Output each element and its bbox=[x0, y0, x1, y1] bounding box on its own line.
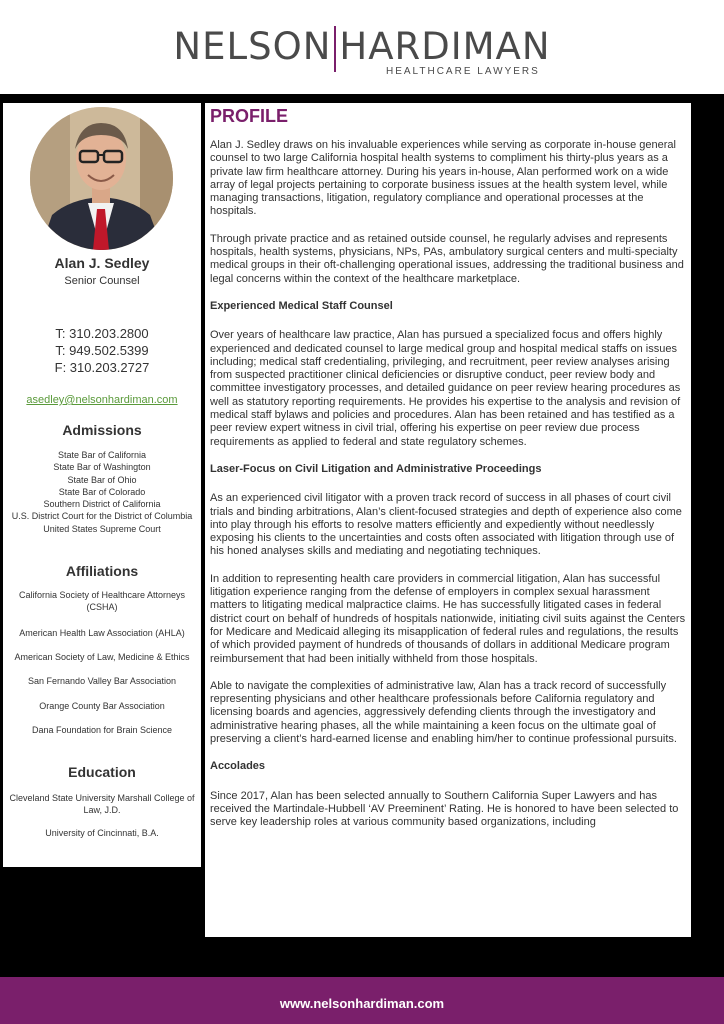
profile-body bbox=[210, 139, 686, 843]
body-paragraph: Over years of healthcare law practice, Alan has pursued a specialized focus and offers highly experienced and dedicated counsel to large medical group and hospital medical staffs on issues including; medical staff credentialing, privileging, and recruitment, peer review analyses arising from suspected practitioner clinical deficiencies or disruptive conduct, peer review body and committee investigatory processes, and detailed guidance on peer review hearing procedures as well as statutory reporting requirements. He provides his expertise to the analysis and revision of medical staff bylaws and policies and procedures. Alan has been retained and has testified as a peer review expert witness in civil trial, offering his expertise on peer review due process requirements as applied to federal and state regulatory schemes. bbox=[210, 329, 681, 448]
profile-sidebar bbox=[3, 103, 201, 867]
email-link[interactable]: asedley@nelsonhardiman.com bbox=[26, 394, 178, 406]
section-heading: Laser-Focus on Civil Litigation and Administrative Proceedings bbox=[210, 462, 542, 475]
education-heading: Education bbox=[68, 764, 136, 780]
affiliation-item: San Fernando Valley Bar Association bbox=[28, 676, 176, 686]
education-item: Cleveland State University Marshall College of Law, J.D. bbox=[9, 793, 195, 815]
admission-item: Southern District of California bbox=[43, 499, 161, 510]
admission-item: State Bar of California bbox=[57, 450, 147, 460]
affiliation-item: American Society of Law, Medicine & Ethics bbox=[14, 652, 190, 662]
admission-item: United States Supreme Court bbox=[43, 523, 161, 534]
admissions-list bbox=[3, 449, 201, 535]
website-link[interactable]: www.nelsonhardiman.com bbox=[279, 996, 445, 1011]
admissions-heading: Admissions bbox=[62, 422, 142, 438]
admission-item: U.S. District Court for the District of Columbia bbox=[11, 511, 193, 522]
body-paragraph: Through private practice and as retained outside counsel, he regularly advises and represents hospitals, health systems, physicians, NPs, PAs, ambulatory surgical centers and multi-specialty medical groups in their oft-challenging operational issues, addressing the traditional business and legal concerns within the context of the healthcare marketplace. bbox=[210, 232, 684, 285]
affiliation-item: American Health Law Association (AHLA) bbox=[19, 628, 185, 638]
page-header bbox=[0, 0, 724, 94]
page-footer bbox=[0, 977, 724, 1024]
logo-left-text: NELSON bbox=[173, 25, 332, 68]
section-heading: Accolades bbox=[210, 760, 266, 773]
body-paragraph: Alan J. Sedley draws on his invaluable experiences while serving as corporate in-house general counsel to two large California hospital health systems to compliment his thirty-plus years as a private law firm healthcare attorney. During his years in-house, Alan performed work on a wide array of legal projects pertaining to corporate business issues at the health system level, while managing transactions, litigation, regulatory compliance and operational processes at the hospitals. bbox=[210, 139, 676, 218]
education-item: University of Cincinnati, B.A. bbox=[45, 828, 159, 838]
affiliation-item: California Society of Healthcare Attorneys (CSHA) bbox=[18, 590, 186, 612]
contact-phones bbox=[3, 325, 201, 376]
admission-item: State Bar of Colorado bbox=[58, 486, 146, 497]
admission-item: State Bar of Ohio bbox=[67, 474, 137, 485]
attorney-photo bbox=[30, 107, 173, 250]
section-heading: Experienced Medical Staff Counsel bbox=[210, 299, 393, 312]
body-paragraph: Able to navigate the complexities of administrative law, Alan has a track record of successfully representing physicians and other healthcare professionals before California regulatory and licensing boards and agencies, aggressively defending clients through the investigatory and administrative hearing phases, all the while maintaining a keen focus on the ultimate goal of preserving a client’s hard-earned license and enabling him/her to continue professional pursuits. bbox=[210, 679, 677, 745]
body-paragraph: In addition to representing health care providers in commercial litigation, Alan has successful litigation experience ranging from the defense of employers in complex sexual harassment matters to litigating medical malpractice claims. He has successfully litigated cases in federal district court on behalf of hundreds of hospitals nationwide, initiating civil suits against the Centers for Medicare and Medicaid alleging its misapplication of federal rules and regulations, the results of which provided payment of hundreds of thousands of dollars in additional Medicare program reimbursement that had been initially withheld from those hospitals. bbox=[210, 572, 686, 665]
admission-item: State Bar of Washington bbox=[53, 462, 151, 473]
affiliation-item: Orange County Bar Association bbox=[39, 701, 165, 711]
logo-divider bbox=[334, 26, 336, 72]
profile-title: PROFILE bbox=[210, 106, 289, 126]
phone-line: T: 310.203.2800 bbox=[55, 326, 149, 341]
body-paragraph: As an experienced civil litigator with a proven track record of success in all phases of court civil trials and binding arbitrations, Alan’s client-focused strategies and depth of experience also come into play through his efforts to resolve matters efficiently and expediently without needlessly exposing his clients to the uncertainties and costs often associated with litigation through use of his honed analyses skills and mediating and negotiating techniques. bbox=[210, 492, 682, 558]
logo-tagline: HEALTHCARE LAWYERS bbox=[386, 66, 540, 77]
affiliations-heading: Affiliations bbox=[65, 563, 139, 579]
body-paragraph: Since 2017, Alan has been selected annually to Southern California Super Lawyers and has received the Martindale-Hubbell ‘AV Preeminent’ Rating. He is honored to have been selected to serve key leadership roles at various community based organizations, including bbox=[210, 789, 679, 829]
fax-line: F: 310.203.2727 bbox=[54, 360, 150, 375]
phone-line: T: 949.502.5399 bbox=[55, 343, 149, 358]
profile-main bbox=[205, 103, 691, 937]
firm-logo bbox=[0, 25, 724, 78]
affiliation-item: Dana Foundation for Brain Science bbox=[31, 725, 173, 735]
logo-right-text: HARDIMAN bbox=[339, 25, 551, 68]
attorney-name: Alan J. Sedley bbox=[54, 255, 150, 271]
attorney-role: Senior Counsel bbox=[64, 275, 140, 287]
